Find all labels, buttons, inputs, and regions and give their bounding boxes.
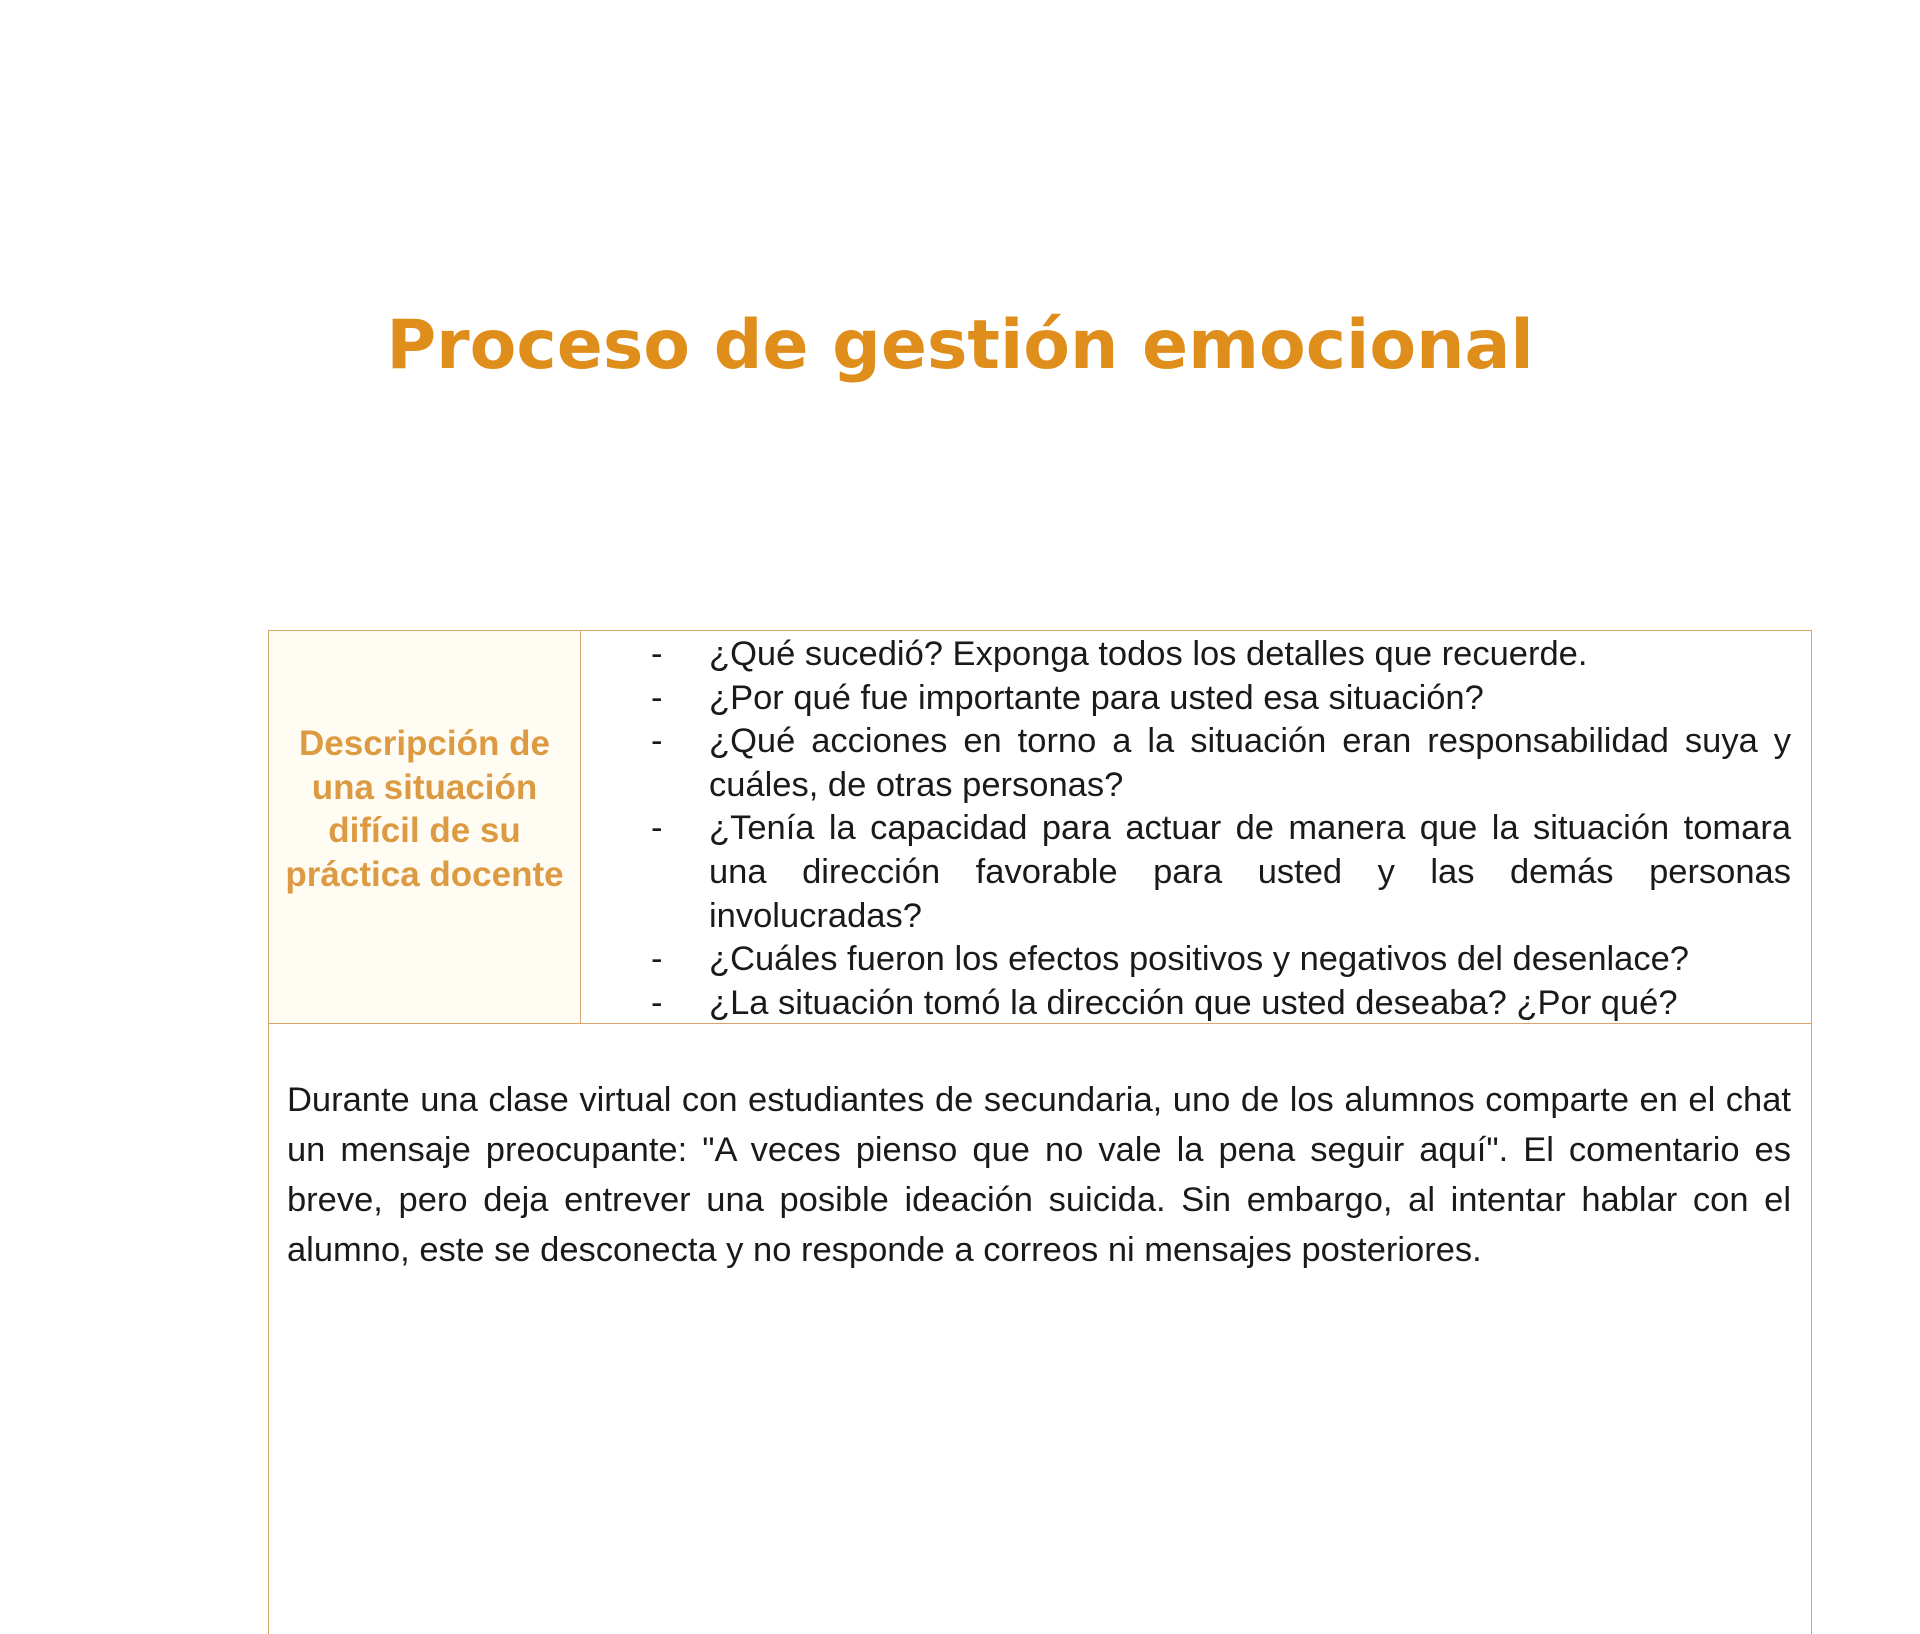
question-item — [651, 807, 1791, 938]
guiding-questions-list — [651, 633, 1791, 1025]
bullet-dash: - — [651, 635, 663, 673]
question-item — [651, 938, 1791, 982]
section-label: Descripción de una situación difícil de su práctica docente — [285, 724, 564, 894]
question-item — [651, 633, 1791, 677]
question-text: ¿Qué sucedió? Exponga todos los detalles que recuerde. — [709, 635, 1588, 673]
bullet-dash: - — [651, 983, 663, 1022]
bullet-dash: - — [651, 678, 663, 717]
prompt-row — [269, 631, 1811, 1024]
reflection-table — [268, 630, 1812, 1634]
bullet-dash: - — [651, 722, 663, 761]
page-title: Proceso de gestión emocional — [386, 306, 1534, 385]
question-item — [651, 677, 1791, 721]
question-text: ¿Cuáles fueron los efectos positivos y negativos del desenlace? — [709, 940, 1689, 979]
response-text: Durante una clase virtual con estudiantes de secundaria, uno de los alumnos comparte en el chat un mensaje preocupante: "A veces pienso que no vale la pena seguir aquí". El comentario es breve, pero deja entrever una posible ideación suicida. Sin embargo, al intentar hablar con el alumno, este se desconecta y no responde a correos ni mensajes posteriores. — [287, 1081, 1791, 1269]
question-text: ¿La situación tomó la dirección que usted deseaba? ¿Por qué? — [709, 983, 1678, 1022]
question-item — [651, 982, 1791, 1026]
question-item — [651, 720, 1791, 807]
bullet-dash: - — [651, 940, 663, 979]
section-label-cell — [269, 631, 581, 1023]
question-text: ¿Qué acciones en torno a la situación eran responsabilidad suya y cuáles, de otras personas? — [709, 722, 1791, 804]
question-text: ¿Por qué fue importante para usted esa situación? — [709, 678, 1484, 717]
bullet-dash: - — [651, 809, 663, 848]
question-text: ¿Tenía la capacidad para actuar de manera que la situación tomara una dirección favorable para usted y las demás personas involucradas? — [709, 809, 1791, 935]
